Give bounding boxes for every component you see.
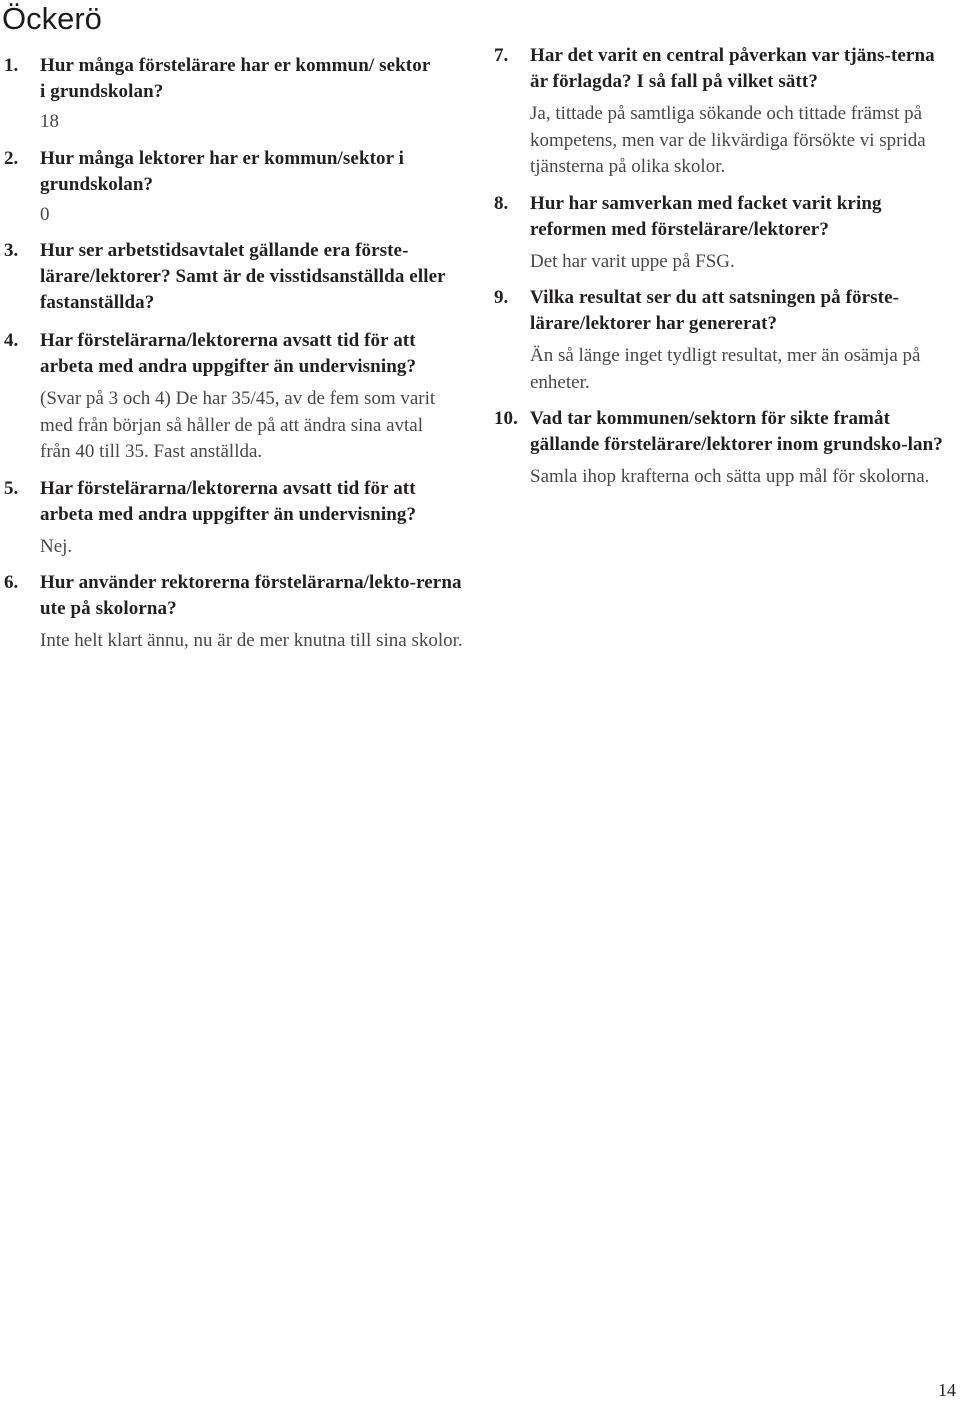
page-number: 14 xyxy=(938,1380,956,1400)
question-number: 5. xyxy=(4,477,19,499)
question-text: Hur använder rektorerna förstelärarna/lekto-rerna ute på skolorna? xyxy=(40,572,462,619)
answer-text: Inte helt klart ännu, nu är de mer knutna till sina skolor. xyxy=(40,630,463,651)
question-text-span: Hur ser arbetstidsavtalet gällande era förste-lärare/lektorer? Samt är de visstidsanställda eller fastanställda? xyxy=(40,240,446,313)
question-text: Hur många förstelärare har er kommun/ sektor i grundskolan? xyxy=(40,55,431,102)
question-number: 4. xyxy=(4,330,19,351)
qa-item-2 xyxy=(0,146,472,229)
question-number: 3. xyxy=(4,240,19,261)
question-text: Har det varit en central påverkan var tjäns-terna är förlagda? I så fall på vilket sätt? xyxy=(530,45,935,92)
question-number: 10. xyxy=(494,408,518,429)
question-text: Hur många lektorer har er kommun/sektor i grundskolan? xyxy=(40,147,405,195)
question-number: 2. xyxy=(4,147,19,169)
answer-text: 0 xyxy=(40,203,50,225)
page-title: Öckerö xyxy=(2,1,102,36)
question-text: Vilka resultat ser du att satsningen på förste-lärare/lektorer har genererat? xyxy=(530,287,900,334)
question-text xyxy=(40,238,470,316)
question-text: Hur har samverkan med facket varit kring reformen med förstelärare/lektorer? xyxy=(530,192,882,240)
qa-item-1 xyxy=(0,53,472,136)
qa-item-9 xyxy=(490,285,958,396)
question-number: 9. xyxy=(494,287,509,308)
answer-text: (Svar på 3 och 4) De har 35/45, av de fem som varit med från början så håller de på att ändra sina avtal från 40 till 35. Fast anställda. xyxy=(40,388,436,462)
question-number: 7. xyxy=(494,45,509,66)
right-column xyxy=(490,43,958,491)
answer-text: Det har varit uppe på FSG. xyxy=(530,250,735,272)
question-text: Har förstelärarna/lektorerna avsatt tid för att arbeta med andra uppgifter än undervisning? xyxy=(40,330,417,377)
qa-item-3 xyxy=(0,238,472,316)
question-number: 6. xyxy=(4,572,19,593)
answer-text: Ja, tittade på samtliga sökande och tittade främst på kompetens, men var de likvärdiga försökte vi sprida tjänsterna på olika skolor. xyxy=(530,103,926,177)
question-number: 1. xyxy=(4,55,19,76)
qa-item-6 xyxy=(0,570,472,655)
answer-text: 18 xyxy=(40,111,59,132)
answer-text: Nej. xyxy=(40,535,73,557)
answer-text: Än så länge inget tydligt resultat, mer än osämja på enheter. xyxy=(530,345,921,393)
qa-item-7 xyxy=(490,43,958,181)
left-column xyxy=(0,53,472,655)
answer-text: Samla ihop krafterna och sätta upp mål för skolorna. xyxy=(530,466,930,487)
qa-item-4 xyxy=(0,328,472,466)
question-number: 8. xyxy=(494,192,509,214)
qa-item-8 xyxy=(490,191,958,276)
qa-item-5 xyxy=(0,476,472,561)
question-text: Vad tar kommunen/sektorn för sikte framåt gällande förstelärare/lektorer inom grundsko-lan? xyxy=(530,408,943,455)
qa-item-10 xyxy=(490,406,958,491)
question-text: Har förstelärarna/lektorerna avsatt tid för att arbeta med andra uppgifter än undervisning? xyxy=(40,477,417,525)
